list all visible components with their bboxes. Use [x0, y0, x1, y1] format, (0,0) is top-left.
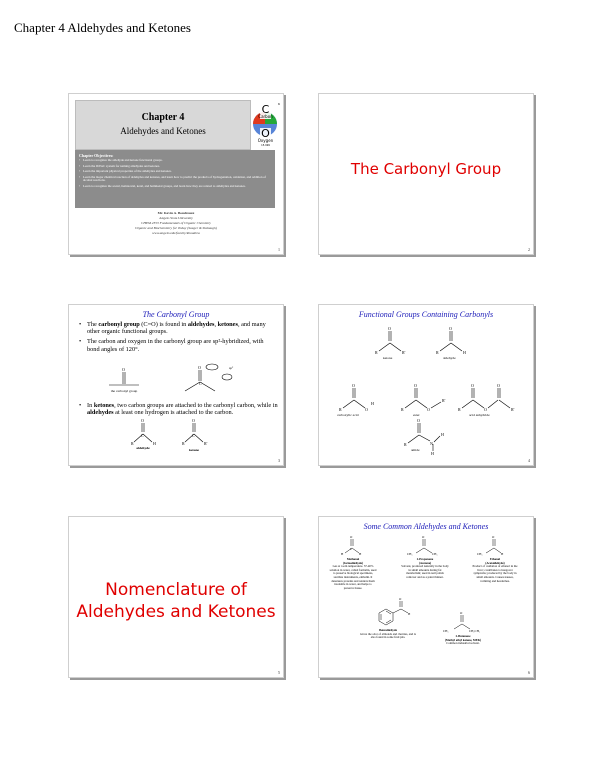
bullet-item: • The carbonyl group (C=O) is found in aldehydes, ketones, and many other organic functional groups.: [79, 321, 277, 335]
svg-text:R: R: [339, 407, 342, 412]
molecule-description: 2-Butanone (Methyl ethyl ketone, MEK) Common industrial solvent.: [444, 634, 482, 646]
common-molecule-structures: [319, 517, 533, 677]
svg-text:O: O: [497, 383, 500, 388]
functional-group-structures: [319, 305, 533, 465]
slide-title: The Carbonyl Group: [350, 160, 502, 178]
acid-anhydride-label: acid anhydride: [469, 413, 490, 417]
svg-text:R': R': [511, 407, 515, 412]
svg-text:15.999: 15.999: [261, 144, 270, 147]
carbonyl-caption: the carbonyl group: [110, 389, 138, 393]
slide-title: Functional Groups Containing Carbonyls: [358, 310, 494, 319]
slide-4: [318, 304, 534, 466]
page-header: Chapter 4 Aldehydes and Ketones: [14, 20, 191, 35]
slide-number: 1: [278, 247, 280, 252]
svg-text:R: R: [131, 441, 134, 446]
slide-6: [318, 516, 534, 678]
svg-text:C: C: [141, 433, 144, 438]
svg-text:CH₂CH₃: CH₂CH₃: [469, 629, 481, 633]
ketone-label: ketone: [383, 356, 393, 360]
svg-text:O: O: [141, 418, 144, 423]
svg-text:O: O: [427, 407, 430, 412]
ketone-caption: ketone: [189, 448, 199, 452]
svg-text:O: O: [399, 597, 402, 601]
slide-number: 6: [528, 670, 530, 675]
svg-text:O: O: [422, 535, 425, 539]
svg-text:H: H: [463, 350, 466, 355]
bullet-item: • In ketones, two carbon groups are attached to the carbonyl carbon, while in aldehydes at least one hydrogen is attached to the carbon.: [79, 402, 284, 416]
svg-text:CH₃: CH₃: [443, 629, 449, 633]
svg-text:H: H: [408, 612, 411, 616]
amide-label: amide: [411, 448, 420, 452]
svg-text:C: C: [261, 103, 270, 116]
ester-label: ester: [413, 413, 420, 417]
author-block: [69, 211, 283, 236]
objectives-panel: [75, 150, 275, 208]
svg-text:Oxygen: Oxygen: [257, 138, 274, 143]
slide-number: 2: [528, 247, 530, 252]
slide-title-line: Aldehydes and Ketones: [76, 602, 276, 622]
slide-5: [68, 516, 284, 678]
svg-text:R: R: [436, 350, 439, 355]
svg-text:H: H: [153, 441, 156, 446]
svg-text:O: O: [122, 367, 125, 372]
svg-text:C: C: [199, 381, 202, 386]
author-line: CHEM 2353 Fundamentals of Organic Chemistry: [141, 221, 211, 225]
molecule-description: Ethanal (Acetaldehyde) Product of oxidation of ethanol in the liver; contributes to hangover symptoms; produced by the body in small amounts. Causes nausea, vomiting and headaches.: [472, 557, 518, 583]
svg-text:O: O: [198, 365, 201, 370]
svg-text:O: O: [492, 535, 495, 539]
svg-text:R: R: [404, 442, 407, 447]
carbonyl-structures: [69, 305, 283, 465]
author-name: Mr. Kevin A. Boudreaux: [157, 211, 195, 215]
svg-text:R': R': [442, 398, 446, 403]
svg-text:R': R': [204, 441, 208, 446]
svg-text:O: O: [352, 383, 355, 388]
svg-text:CH₃: CH₃: [477, 552, 483, 556]
title-box: [75, 100, 251, 150]
svg-text:O: O: [417, 418, 420, 423]
svg-text:CH₃: CH₃: [432, 552, 438, 556]
slide-title: Some Common Aldehydes and Ketones: [363, 522, 489, 531]
molecule-description: Benzaldehyde Gives the odor of almonds and cherries, and is also found in some fruit pits.: [360, 628, 416, 640]
slide-title: [69, 579, 283, 623]
slide-title-line: Nomenclature of: [105, 580, 247, 600]
objectives-list: [79, 159, 269, 190]
aldehyde-label: aldehyde: [443, 356, 456, 360]
svg-text:R: R: [375, 350, 378, 355]
bullet-item: • The carbon and oxygen in the carbonyl group are sp²-hybridized, with bond angles of 120°.: [79, 338, 277, 352]
svg-text:R: R: [458, 407, 461, 412]
author-line: Angelo State University: [159, 216, 193, 220]
slide-number: 5: [278, 670, 280, 675]
svg-text:O: O: [449, 326, 452, 331]
svg-text:O: O: [460, 611, 463, 615]
svg-text:O: O: [350, 535, 353, 539]
svg-text:O: O: [414, 383, 417, 388]
aldehyde-caption: aldehyde: [136, 446, 150, 450]
sp2-label: sp²: [229, 366, 234, 370]
svg-text:O: O: [261, 127, 270, 140]
objective-item: • Learn to recognize the aldehyde and ketone functional groups.: [79, 159, 269, 163]
molecule-description: Methanal (formaldehyde) Gas at room temperature. 37-40% solution in water, called formalin, used to preserve biological specimens, sterilize instruments, embalm. It denatures proteins and renders them insoluble in water, and helps to preserve tissue.: [329, 557, 377, 590]
svg-text:H: H: [431, 451, 434, 456]
svg-text:H: H: [501, 552, 504, 556]
svg-text:R: R: [182, 441, 185, 446]
svg-text:O: O: [388, 326, 391, 331]
svg-text:O: O: [484, 407, 487, 412]
svg-text:C: C: [350, 547, 353, 551]
objectives-heading: Chapter Objectives:: [79, 153, 114, 158]
objective-item: • Learn the IUPAC system for naming aldehydes and ketones.: [79, 165, 269, 169]
slide-number: 3: [278, 458, 280, 463]
svg-text:H: H: [359, 552, 362, 556]
chapter-subtitle: Aldehydes and Ketones: [120, 126, 206, 136]
author-line: www.angelo.edu/faculty/kboudrea: [152, 231, 200, 235]
slide-2: [318, 93, 534, 255]
slide-title: The Carbonyl Group: [142, 310, 210, 319]
svg-text:N: N: [430, 441, 433, 446]
author-line: Organic and Biochemistry for Today (Seager & Slabaugh): [135, 226, 217, 230]
carboxylic-acid-label: carboxylic acid: [337, 413, 359, 417]
svg-text:R: R: [401, 407, 404, 412]
carbon-oxygen-logo-icon: [247, 99, 283, 147]
svg-text:Carbon: Carbon: [258, 114, 273, 119]
svg-text:C: C: [192, 433, 195, 438]
chapter-title: Chapter 4: [141, 112, 185, 123]
objective-item: • Learn the major chemical reaction of aldehydes and ketones, and learn how to predict the products of hydrogenation, oxidation, and addition of alcohol reactions.: [79, 176, 269, 184]
svg-text:R': R': [402, 350, 406, 355]
svg-text:CH₃: CH₃: [407, 552, 413, 556]
objective-item: • Learn the important physical properties of the aldehydes and ketones.: [79, 170, 269, 174]
molecule-description: 2-Propanone (Acetone) Solvent, produced naturally in the body in small amounts during fat metabolism; used in nail polish remover and as a paint thinner.: [401, 557, 449, 579]
svg-text:H: H: [341, 552, 344, 556]
svg-text:6: 6: [278, 102, 280, 106]
slide-number: 4: [528, 458, 530, 463]
svg-text:H: H: [371, 401, 374, 406]
slide-1: [68, 93, 284, 255]
objective-item: • Learn to recognize the acetal, hemiacetal, ketal, and hemiketal groups, and learn how they are related to aldehydes and ketones.: [79, 185, 269, 189]
svg-text:O: O: [192, 418, 195, 423]
slide-3: [68, 304, 284, 466]
svg-text:O: O: [365, 407, 368, 412]
svg-text:H: H: [441, 432, 444, 437]
svg-text:O: O: [471, 383, 474, 388]
